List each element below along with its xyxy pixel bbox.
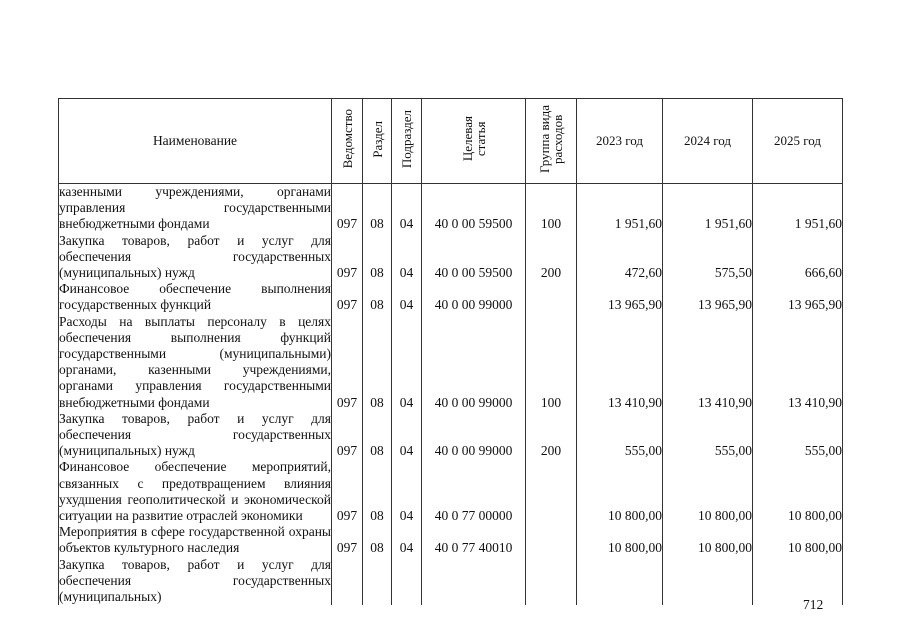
row-2023: 13 410,90 [577,314,663,411]
row-vedomstvo: 097 [332,411,363,460]
page-number: 712 [803,597,824,612]
header-gruppa-vida-rashodov: Группа вида расходов [526,99,577,184]
row-podrazdel: 04 [392,233,422,282]
row-2024: 13 965,90 [663,281,753,313]
header-year-2025: 2025 год [753,99,843,184]
row-2023: 10 800,00 [577,459,663,524]
row-name: Закупка товаров, работ и услуг для обеспечения государственных (муниципальных) [59,556,331,605]
table-row [59,557,843,606]
row-name: Финансовое обеспечение выполнения государственных функций [59,281,331,313]
row-razdel: 08 [363,524,392,556]
row-2024 [663,557,753,606]
row-razdel: 08 [363,233,392,282]
table-row [59,524,843,556]
row-tselevaya-statya: 40 0 77 40010 [422,524,526,556]
header-year-2024: 2024 год [663,99,753,184]
row-tselevaya-statya [422,557,526,606]
table-row [59,233,843,282]
row-2024: 575,50 [663,233,753,282]
row-podrazdel [392,557,422,606]
row-vedomstvo: 097 [332,524,363,556]
table-row [59,459,843,524]
row-tselevaya-statya: 40 0 00 59500 [422,233,526,282]
row-2025: 555,00 [753,411,843,460]
row-razdel: 08 [363,459,392,524]
row-2024: 10 800,00 [663,524,753,556]
table-header-row [59,99,843,184]
row-2025: 10 800,00 [753,459,843,524]
row-vedomstvo: 097 [332,233,363,282]
row-razdel: 08 [363,314,392,411]
row-podrazdel: 04 [392,411,422,460]
row-tselevaya-statya: 40 0 00 99000 [422,411,526,460]
row-2023: 10 800,00 [577,524,663,556]
budget-table [58,98,843,605]
row-tselevaya-statya: 40 0 77 00000 [422,459,526,524]
row-2024: 10 800,00 [663,459,753,524]
row-vid-rashodov: 200 [526,233,577,282]
header-year-2023: 2023 год [577,99,663,184]
row-podrazdel: 04 [392,314,422,411]
header-name: Наименование [59,99,332,184]
header-podrazdel: Подраздел [392,99,422,184]
row-razdel: 08 [363,281,392,313]
row-2023: 1 951,60 [577,184,663,233]
row-vid-rashodov [526,281,577,313]
row-vedomstvo: 097 [332,184,363,233]
table-row [59,411,843,460]
header-vedomstvo: Ведомство [332,99,363,184]
row-2025: 1 951,60 [753,184,843,233]
row-podrazdel: 04 [392,184,422,233]
row-razdel: 08 [363,411,392,460]
row-2024: 13 410,90 [663,314,753,411]
row-tselevaya-statya: 40 0 00 59500 [422,184,526,233]
row-razdel [363,557,392,606]
row-2024: 555,00 [663,411,753,460]
row-2023 [577,557,663,606]
header-razdel: Раздел [363,99,392,184]
row-name: Финансовое обеспечение мероприятий, связанных с предотвращением влияния ухудшения геополитической и экономической ситуации на развитие отраслей экономики [59,459,331,524]
row-name: Расходы на выплаты персоналу в целях обеспечения выполнения функций государственными (муниципальными) органами, казенными учреждениями, органами управления государственными внебюджетными фондами [59,313,331,410]
row-name: Мероприятия в сфере государственной охраны объектов культурного наследия [59,524,331,556]
row-podrazdel: 04 [392,459,422,524]
row-vid-rashodov: 100 [526,184,577,233]
row-name: казенными учреждениями, органами управления государственными внебюджетными фондами [59,184,331,232]
row-vid-rashodov [526,557,577,606]
row-2025 [753,557,843,606]
row-tselevaya-statya: 40 0 00 99000 [422,281,526,313]
row-vedomstvo: 097 [332,281,363,313]
row-tselevaya-statya: 40 0 00 99000 [422,314,526,411]
row-2025: 13 410,90 [753,314,843,411]
row-podrazdel: 04 [392,524,422,556]
row-razdel: 08 [363,184,392,233]
row-2023: 13 965,90 [577,281,663,313]
row-podrazdel: 04 [392,281,422,313]
header-tselevaya-statya: Целевая статья [422,99,526,184]
row-vedomstvo: 097 [332,314,363,411]
row-name: Закупка товаров, работ и услуг для обеспечения государственных (муниципальных) нужд [59,410,331,459]
row-name: Закупка товаров, работ и услуг для обеспечения государственных (муниципальных) нужд [59,232,331,281]
row-2025: 10 800,00 [753,524,843,556]
table-row [59,184,843,233]
row-vid-rashodov [526,524,577,556]
row-vid-rashodov: 100 [526,314,577,411]
row-2023: 472,60 [577,233,663,282]
row-2024: 1 951,60 [663,184,753,233]
row-vid-rashodov: 200 [526,411,577,460]
row-2025: 666,60 [753,233,843,282]
row-vid-rashodov [526,459,577,524]
table-row [59,314,843,411]
row-2023: 555,00 [577,411,663,460]
table-row [59,281,843,313]
row-vedomstvo [332,557,363,606]
row-2025: 13 965,90 [753,281,843,313]
row-vedomstvo: 097 [332,459,363,524]
